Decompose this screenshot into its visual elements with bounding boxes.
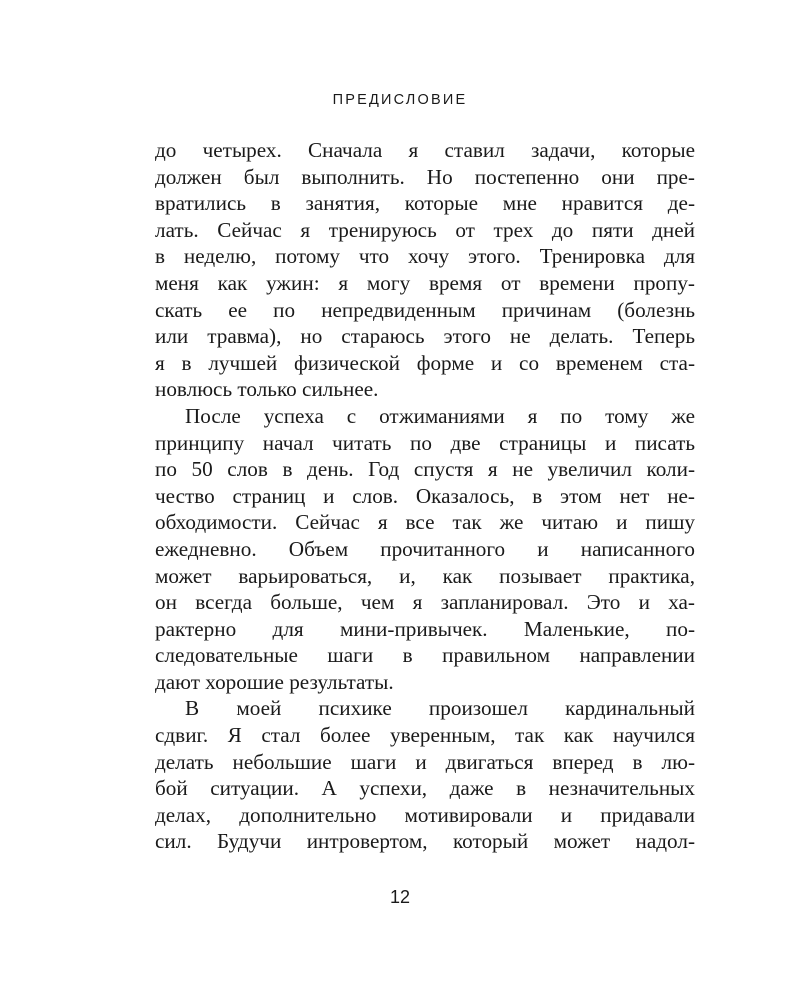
text-line: делах, дополнительно мотивировали и придавали xyxy=(155,802,695,827)
text-line: может варьироваться, и, как позывает практика, xyxy=(155,563,695,588)
text-line: по 50 слов в день. Год спустя я не увеличил коли- xyxy=(155,457,695,482)
text-line: или травма), но стараюсь этого не делать. Теперь xyxy=(155,324,695,349)
text-line: следовательные шаги в правильном направлении xyxy=(155,643,695,668)
text-line: новлюсь только сильнее. xyxy=(155,377,379,402)
text-line: чество страниц и слов. Оказалось, в этом нет не- xyxy=(155,483,695,508)
text-line: должен был выполнить. Но постепенно они пре- xyxy=(155,164,695,189)
text-line: сил. Будучи интровертом, который может надол- xyxy=(155,829,695,854)
text-line: принципу начал читать по две страницы и писать xyxy=(155,430,695,455)
text-line: делать небольшие шаги и двигаться вперед в лю- xyxy=(155,749,695,774)
paragraph xyxy=(155,137,695,403)
text-line: вратились в занятия, которые мне нравится де- xyxy=(155,191,695,216)
text-line: я в лучшей физической форме и со временем ста- xyxy=(155,350,695,375)
text-line: меня как ужин: я могу время от времени пропу- xyxy=(155,270,695,295)
text-line: в неделю, потому что хочу этого. Тренировка для xyxy=(155,244,695,269)
paragraph xyxy=(155,695,695,855)
text-line: сдвиг. Я стал более уверенным, так как научился xyxy=(155,723,695,748)
text-line: рактерно для мини-привычек. Маленькие, по- xyxy=(155,616,695,641)
paragraph xyxy=(155,403,695,696)
text-line: лать. Сейчас я тренируюсь от трех до пяти дней xyxy=(155,217,695,242)
body-text xyxy=(155,137,695,855)
text-line: После успеха с отжиманиями я по тому же xyxy=(185,403,695,428)
text-line: В моей психике произошел кардинальный xyxy=(185,696,695,721)
text-line: до четырех. Сначала я ставил задачи, которые xyxy=(155,138,695,162)
text-line: обходимости. Сейчас я все так же читаю и пишу xyxy=(155,510,695,535)
text-line: бой ситуации. А успехи, даже в незначительных xyxy=(155,776,695,801)
text-line: ежедневно. Объем прочитанного и написанного xyxy=(155,536,695,561)
text-line: он всегда больше, чем я запланировал. Это и ха- xyxy=(155,590,695,615)
text-line: дают хорошие результаты. xyxy=(155,669,394,694)
text-line: скать ее по непредвиденным причинам (болезнь xyxy=(155,297,695,322)
running-head: ПРЕДИСЛОВИЕ xyxy=(332,92,468,108)
page-number: 12 xyxy=(389,887,411,907)
